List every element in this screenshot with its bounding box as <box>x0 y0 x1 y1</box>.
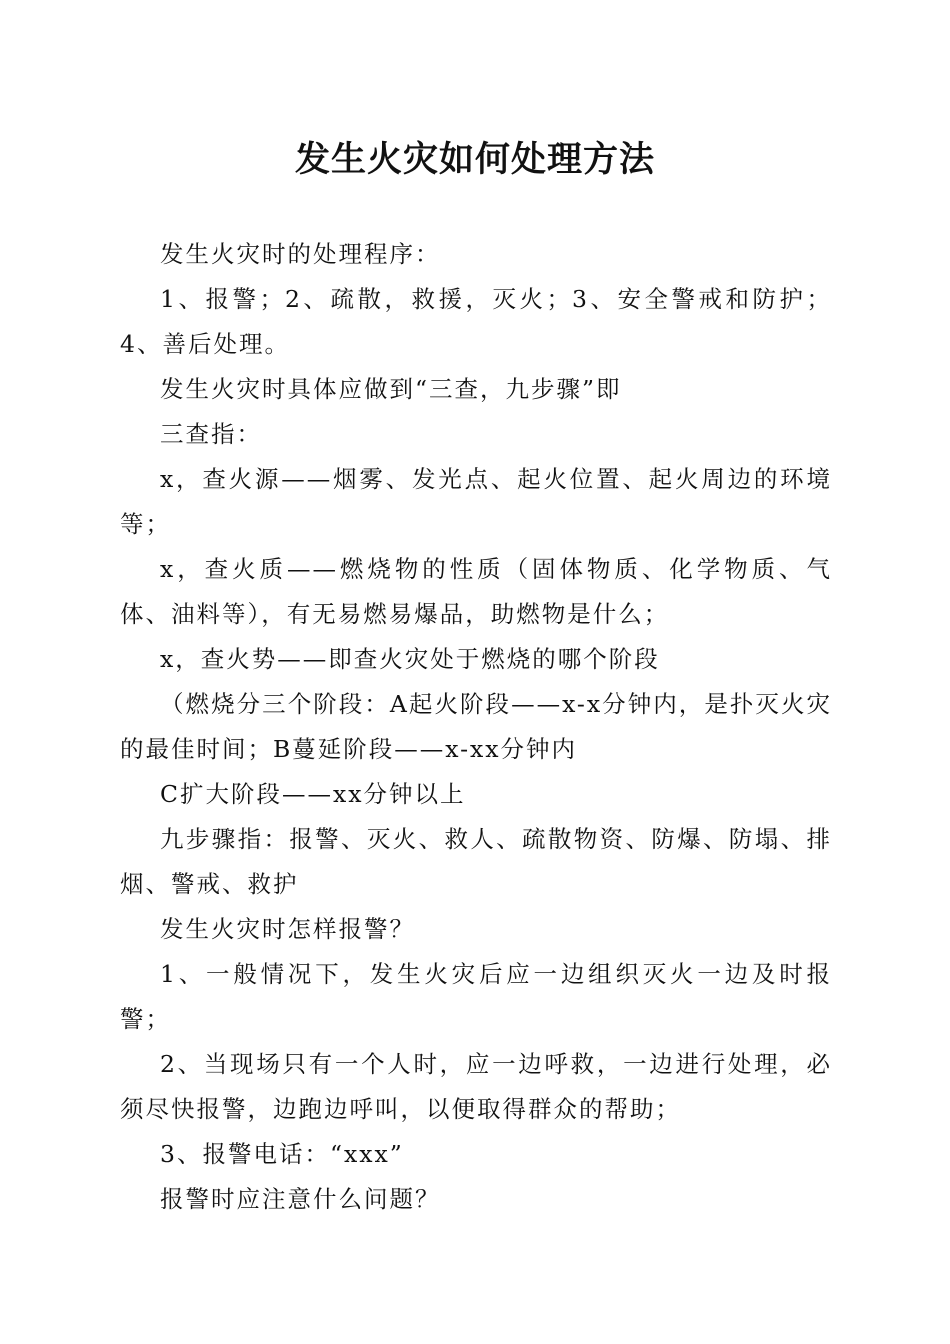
paragraph-how-to-report: 发生火灾时怎样报警？ <box>160 915 415 943</box>
paragraph-report-step-3: 3、报警电话：“xxx” <box>160 1140 404 1168</box>
paragraph-expansion-stage: C扩大阶段——xx分钟以上 <box>160 780 466 808</box>
paragraph-procedure-steps: 1、报警；2、疏散，救援，灭火；3、安全警戒和防护；4、善后处理。 <box>120 285 832 358</box>
paragraph-report-step-1: 1、一般情况下，发生火灾后应一边组织灭火一边及时报警； <box>120 960 832 1033</box>
paragraph-report-notes-heading: 报警时应注意什么问题？ <box>160 1185 441 1213</box>
paragraph-check-fire-intensity: x，查火势——即查火灾处于燃烧的哪个阶段 <box>160 645 660 673</box>
paragraph-procedure-heading: 发生火灾时的处理程序： <box>160 240 441 268</box>
document-body <box>120 232 832 1222</box>
paragraph-nine-steps: 九步骤指：报警、灭火、救人、疏散物资、防爆、防塌、排烟、警戒、救护 <box>120 825 832 898</box>
paragraph-check-fire-source: x，查火源——烟雾、发光点、起火位置、起火周边的环境等； <box>120 465 832 538</box>
paragraph-check-fire-material: x，查火质——燃烧物的性质（固体物质、化学物质、气体、油料等），有无易燃易爆品，助燃物是什么； <box>120 555 832 628</box>
paragraph-report-step-2: 2、当现场只有一个人时，应一边呼救，一边进行处理，必须尽快报警，边跑边呼叫，以便取得群众的帮助； <box>120 1050 832 1123</box>
paragraph-burning-stages: （燃烧分三个阶段：A起火阶段——x-x分钟内，是扑灭火灾的最佳时间；B蔓延阶段——x-xx分钟内 <box>120 690 832 763</box>
document-title: 发生火灾如何处理方法 <box>294 139 655 180</box>
paragraph-three-checks-nine-steps: 发生火灾时具体应做到“三查，九步骤”即 <box>160 375 622 403</box>
paragraph-three-checks-heading: 三查指： <box>160 420 262 448</box>
